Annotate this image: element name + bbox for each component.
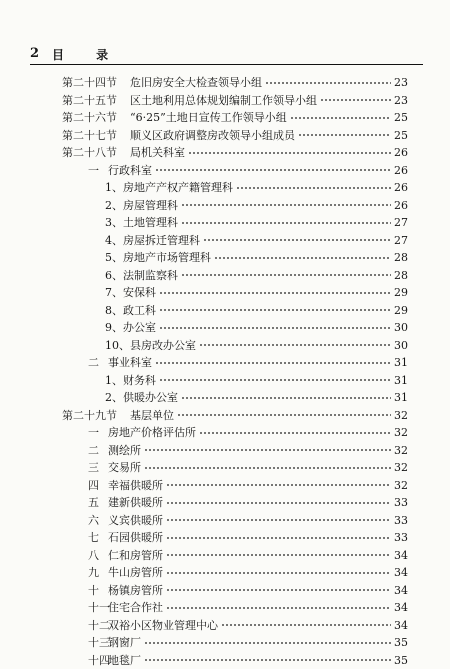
dot-leader xyxy=(166,502,391,504)
toc-entry xyxy=(105,197,408,214)
page-reference: 23 xyxy=(394,93,408,107)
entry-title: 行政科室 xyxy=(108,163,152,177)
toc-entry-label xyxy=(88,442,141,459)
toc-entry xyxy=(105,267,408,284)
page-reference: 34 xyxy=(394,548,408,562)
page-reference: 33 xyxy=(394,496,408,509)
toc-entry xyxy=(105,337,408,354)
toc-entry xyxy=(62,74,408,91)
toc-entry-label xyxy=(105,179,233,196)
dot-leader xyxy=(159,327,391,329)
entry-title: 1、财务科 xyxy=(105,373,156,387)
entry-title: 4、房屋拆迁管理科 xyxy=(105,233,200,247)
toc-entry xyxy=(88,162,408,179)
dot-leader xyxy=(155,169,391,171)
entry-title: 顺义区政府调整房改领导小组成员 xyxy=(130,128,295,142)
dot-leader xyxy=(188,152,391,154)
item-number: 一 xyxy=(88,163,99,177)
toc-entry xyxy=(88,477,408,494)
page-reference: 26 xyxy=(394,181,408,194)
entry-title: 房地产价格评估所 xyxy=(108,426,196,439)
item-number: 十二 xyxy=(88,618,110,632)
page-reference: 27 xyxy=(394,233,408,247)
dot-leader xyxy=(214,257,391,259)
toc-entry-label xyxy=(105,319,156,336)
entry-title: 1、房地产产权产籍管理科 xyxy=(105,181,233,194)
page-reference: 28 xyxy=(394,251,408,264)
item-number: 八 xyxy=(88,548,99,562)
dot-leader xyxy=(166,537,391,539)
page-reference: 30 xyxy=(394,338,408,352)
dot-leader xyxy=(181,397,391,399)
entry-title: 仁和房管所 xyxy=(108,548,163,562)
toc-entry-label xyxy=(88,162,152,179)
dot-leader xyxy=(166,572,391,574)
toc-entry xyxy=(88,459,408,476)
page-reference: 31 xyxy=(394,391,408,404)
toc-entry-label xyxy=(88,529,163,546)
dot-leader xyxy=(181,222,391,224)
dot-leader xyxy=(203,239,391,241)
toc-entry-label xyxy=(105,389,178,406)
page-reference: 26 xyxy=(394,146,408,159)
entry-title: 10、县房改办公室 xyxy=(105,338,196,352)
toc-entry-label xyxy=(88,354,152,371)
toc-entry-label xyxy=(62,92,317,109)
item-number: 一 xyxy=(88,426,99,439)
toc-entry-label xyxy=(88,424,196,441)
toc-entry xyxy=(105,302,408,319)
dot-leader xyxy=(166,589,391,591)
toc-entry-label xyxy=(88,512,163,529)
toc-entry xyxy=(88,617,408,634)
page-reference: 30 xyxy=(394,321,408,334)
page-reference: 23 xyxy=(394,76,408,89)
toc-entry xyxy=(88,424,408,441)
page-reference: 35 xyxy=(394,653,408,667)
toc-entry xyxy=(88,547,408,564)
entry-title: 局机关科室 xyxy=(130,146,185,159)
entry-title: 双裕小区物业管理中心 xyxy=(108,618,218,632)
page-reference: 26 xyxy=(394,198,408,212)
toc-entry-label xyxy=(88,459,141,476)
page-reference: 31 xyxy=(394,373,408,387)
page-reference: 25 xyxy=(394,128,408,142)
toc-entry-label xyxy=(105,372,156,389)
item-number: 十三 xyxy=(88,636,110,649)
toc-entry xyxy=(62,109,408,126)
entry-title: 9、办公室 xyxy=(105,321,156,334)
toc-entry xyxy=(62,407,408,424)
toc-entry xyxy=(62,92,408,109)
dot-leader xyxy=(144,449,391,451)
item-number: 四 xyxy=(88,478,99,492)
toc-entry xyxy=(62,144,408,161)
item-number: 五 xyxy=(88,496,99,509)
section-number: 第二十五节 xyxy=(62,93,117,107)
toc-entry xyxy=(105,389,408,406)
entry-title: 地毯厂 xyxy=(108,653,141,667)
toc-entry-label xyxy=(62,127,295,144)
toc-entry xyxy=(88,512,408,529)
toc-entry-label xyxy=(105,337,196,354)
item-number: 七 xyxy=(88,531,99,544)
dot-leader xyxy=(290,117,391,119)
dot-leader xyxy=(166,484,391,486)
toc-entry-label xyxy=(105,249,211,266)
entry-title: 区土地利用总体规划编制工作领导小组 xyxy=(130,93,317,107)
toc-entry xyxy=(105,319,408,336)
entry-title: 5、房地产市场管理科 xyxy=(105,251,211,264)
section-number: 第二十九节 xyxy=(62,408,117,422)
dot-leader xyxy=(298,134,391,136)
item-number: 十 xyxy=(88,583,99,597)
header-rule xyxy=(30,64,423,65)
toc-entry xyxy=(105,249,408,266)
page-reference: 29 xyxy=(394,303,408,317)
toc-entry-label xyxy=(88,634,141,651)
page-reference: 29 xyxy=(394,286,408,299)
toc-entry xyxy=(88,652,408,669)
toc-entry xyxy=(88,564,408,581)
toc-entry xyxy=(105,232,408,249)
toc-entry xyxy=(105,214,408,231)
toc-entry-label xyxy=(62,74,262,91)
dot-leader xyxy=(144,467,391,469)
toc-entry-label xyxy=(105,284,156,301)
page-reference: 35 xyxy=(394,636,408,649)
dot-leader xyxy=(159,292,391,294)
entry-title: 基层单位 xyxy=(130,408,174,422)
toc-entry-label xyxy=(105,267,178,284)
toc-entry-label xyxy=(88,547,163,564)
section-number: 第二十四节 xyxy=(62,76,117,89)
dot-leader xyxy=(236,187,391,189)
dot-leader xyxy=(166,519,391,521)
item-number: 十四 xyxy=(88,653,110,667)
page-reference: 27 xyxy=(394,216,408,229)
toc-entry-label xyxy=(105,232,200,249)
page-header xyxy=(30,38,420,64)
toc-entry xyxy=(88,442,408,459)
section-number: 第二十六节 xyxy=(62,111,117,124)
toc-entry xyxy=(88,529,408,546)
item-number: 六 xyxy=(88,513,99,527)
entry-title: 杨镇房管所 xyxy=(108,583,163,597)
item-number: 十一 xyxy=(88,601,110,614)
entry-title: 住宅合作社 xyxy=(108,601,163,614)
dot-leader xyxy=(166,554,391,556)
entry-title: 幸福供暖所 xyxy=(108,478,163,492)
dot-leader xyxy=(155,362,391,364)
page-reference: 32 xyxy=(394,426,408,439)
entry-title: 钢窗厂 xyxy=(108,636,141,649)
dot-leader xyxy=(177,414,391,416)
dot-leader xyxy=(221,624,391,626)
page-reference: 32 xyxy=(394,478,408,492)
entry-title: 危旧房安全大检查领导小组 xyxy=(130,76,262,89)
page-reference: 34 xyxy=(394,566,408,579)
entry-title: 建新供暖所 xyxy=(108,496,163,509)
toc-entry xyxy=(88,354,408,371)
entry-title: 7、安保科 xyxy=(105,286,156,299)
item-number: 三 xyxy=(88,461,99,474)
toc-entry-label xyxy=(88,564,163,581)
entry-title: 测绘所 xyxy=(108,443,141,457)
page-reference: 25 xyxy=(394,111,408,124)
section-number: 第二十八节 xyxy=(62,146,117,159)
page-reference: 34 xyxy=(394,618,408,632)
page-reference: 34 xyxy=(394,601,408,614)
page-reference: 33 xyxy=(394,531,408,544)
toc-entry-label xyxy=(88,582,163,599)
dot-leader xyxy=(159,309,391,311)
dot-leader xyxy=(181,204,391,206)
toc-entry-label xyxy=(88,617,218,634)
page-reference: 31 xyxy=(394,356,408,369)
entry-title: 2、房屋管理科 xyxy=(105,198,178,212)
dot-leader xyxy=(320,99,391,101)
entry-title: 8、政工科 xyxy=(105,303,156,317)
toc-entry xyxy=(88,582,408,599)
toc-entry xyxy=(105,372,408,389)
page-reference: 32 xyxy=(394,408,408,422)
dot-leader xyxy=(159,379,391,381)
entry-title: 石园供暖所 xyxy=(108,531,163,544)
dot-leader xyxy=(166,607,391,609)
item-number: 二 xyxy=(88,356,99,369)
entry-title: 2、供暖办公室 xyxy=(105,391,178,404)
item-number: 二 xyxy=(88,443,99,457)
toc-entry-label xyxy=(105,197,178,214)
page-number: 2 xyxy=(30,46,40,61)
dot-leader xyxy=(144,642,391,644)
toc-entry xyxy=(62,127,408,144)
entry-title: 交易所 xyxy=(108,461,141,474)
dot-leader xyxy=(199,344,391,346)
toc-entry-label xyxy=(105,302,156,319)
dot-leader xyxy=(144,659,391,661)
page-reference: 26 xyxy=(394,163,408,177)
dot-leader xyxy=(181,274,391,276)
toc-entry-label xyxy=(88,494,163,511)
toc-entry xyxy=(88,634,408,651)
entry-title: 6、法制监察科 xyxy=(105,268,178,282)
page-reference: 32 xyxy=(394,461,408,474)
toc-entry xyxy=(88,494,408,511)
section-number: 第二十七节 xyxy=(62,128,117,142)
page-reference: 34 xyxy=(394,583,408,597)
toc-entry-label xyxy=(88,652,141,669)
entry-title: “6·25”土地日宣传工作领导小组 xyxy=(130,111,287,124)
toc-entry-label xyxy=(62,407,174,424)
entry-title: 义宾供暖所 xyxy=(108,513,163,527)
toc-entry xyxy=(88,599,408,616)
item-number: 九 xyxy=(88,566,99,579)
toc-entry xyxy=(105,179,408,196)
dot-leader xyxy=(199,432,391,434)
running-title: 目 录 xyxy=(52,48,123,62)
page-reference: 33 xyxy=(394,513,408,527)
toc-entry-label xyxy=(88,477,163,494)
dot-leader xyxy=(265,82,391,84)
entry-title: 3、土地管理科 xyxy=(105,216,178,229)
toc-entry-label xyxy=(105,214,178,231)
toc-entry-label xyxy=(88,599,163,616)
toc-entry-label xyxy=(62,109,287,126)
page-reference: 32 xyxy=(394,443,408,457)
toc-entry xyxy=(105,284,408,301)
entry-title: 事业科室 xyxy=(108,356,152,369)
entry-title: 牛山房管所 xyxy=(108,566,163,579)
toc-entry-label xyxy=(62,144,185,161)
page-reference: 28 xyxy=(394,268,408,282)
